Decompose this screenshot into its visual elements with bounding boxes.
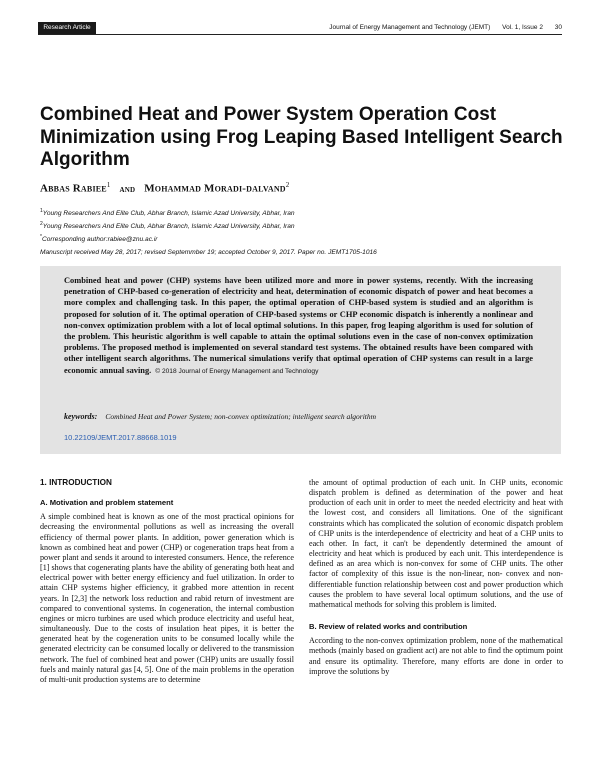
left-column	[40, 478, 294, 685]
article-type-tag: Research Article	[38, 22, 96, 34]
body-paragraph: the amount of optimal production of each unit. In CHP units, economic dispatch problem is defined as determination of the power and heat production of each unit in order to meet the needed electricity and heat with the lowest cost, and considers all limitations. One of the significant constraints which has complicated the solution of economic dispatch problem of CHP units is the interdependence of electricity and heat of a CHP units to each other. In fact, it can't be dependently determined the amount of electricity and heat which is produced by each unit. This interdependence is defined as an area which is non-convex for some of CHP units. The other factor of complexity of this issue is the non-linear, non- convex and non-differentiable function relationship between cost and power production which causes the problem to have several local optimum solutions, and the use of mathematical methods for solving this problem is limited.	[309, 478, 563, 609]
affiliation-2: $^2$Young Researchers And Elite Club, Abhar Branch, Islamic Azad University, Abhar, Iran	[40, 221, 295, 231]
abstract-text: Combined heat and power (CHP) systems have been utilized more and more in power systems, recently. With the increasing penetration of CHP-based co-generation of electricity and heat, determination of economic dispatch of power and heat becomes a more complex and challenging task. In this paper, the optimal operation of CHP-based system is studied and an algorithm is proposed for solution of it. The optimal operation of CHP-based systems or CHP economic dispatch is inherently a nonlinear and non-convex optimization problem with a lot of local optimal solutions. In this paper, frog leaping algorithm is used for solution of the problem. This heuristic algorithm is well capable to attain the optimal solutions even in the case of non-convex optimization problems. The proposed method is implemented on several standard test systems. The obtained results have been compared with other intelligent search algorithms. The numerical simulations verify that optimal operation of CHP systems can result in a large economic annual saving.	[64, 276, 533, 375]
copyright-notice: © 2018 Journal of Energy Management and Technology	[155, 367, 319, 375]
keywords-list: Combined Heat and Power System; non-convex optimization; intelligent search algorithm	[105, 412, 377, 421]
right-column	[309, 478, 563, 677]
author-2-affil-mark: 2	[285, 181, 290, 189]
abstract	[64, 275, 533, 377]
keywords-label: keywords:	[64, 412, 98, 421]
paper-title: Combined Heat and Power System Operation Cost Minimization using Frog Leaping Based Intelligent Search Algorithm	[40, 104, 563, 170]
running-header	[38, 22, 562, 35]
author-conjunction: and	[119, 184, 136, 195]
affiliation-1: $^1$Young Researchers And Elite Club, Abhar Branch, Islamic Azad University, Abhar, Iran	[40, 208, 295, 218]
journal-volume: Vol. 1, Issue 2	[502, 24, 543, 31]
body-paragraph: According to the non-convex optimization problem, none of the mathematical methods (mainly based on gradient act) are not able to find the optimum point and ensure its optimality. Therefore, many efforts are done in order to improve the solutions by	[309, 636, 563, 676]
subsection-heading-review: B. Review of related works and contribution	[309, 622, 468, 632]
subsection-heading-motivation: A. Motivation and problem statement	[40, 498, 174, 508]
keywords	[64, 412, 376, 421]
corresponding-author: *Corresponding author:rabiee@znu.ac.ir	[40, 234, 158, 244]
author-1-affil-mark: 1	[106, 181, 111, 189]
author-line	[40, 181, 289, 195]
doi-link[interactable]: 10.22109/JEMT.2017.88668.1019	[64, 433, 177, 442]
author-2: Mohammad Moradi-dalvand	[144, 182, 286, 195]
journal-name: Journal of Energy Management and Technology (JEMT)	[329, 24, 491, 31]
body-paragraph: A simple combined heat is known as one of the most practical opinions for decreasing the environmental pollutions as well as increasing the overall efficiency of thermal power plants. In addition, power generation which is known as combined heat and power (CHP) or cogeneration traps heat from a power plant and sends it around to interested consumers. Hence, the reference [1] shows that cogenerating plants have the ability of generating both heat and electrical power with better energy efficiency and fuel utilization. In order to attain CHP systems higher efficiency, it grabbed more attention in recent years. In [2,3] the network loss reduction and rabid return of investment are compared to conventional systems. In cogeneration, the internal combustion engines or micro turbines are used which produce electricity and useful heat, simultaneously. Due to the costs of insulation heat pipes, it is better the generated heat by the cogeneration units to be consumed locally while the generated electricity can be consumed locally or delivered to the transmission network. The fuel of combined heat and power (CHP) units are usually fossil fuels and mainly natural gas [4, 5]. One of the main problems in the operation of multi-unit production systems are to determine	[40, 512, 294, 684]
author-1: Abbas Rabiee	[40, 182, 107, 195]
manuscript-history: Manuscript received May 28, 2017; revised Septemmber 19; accepted October 9, 2017. Paper no. JEMT1705-1016	[40, 249, 377, 256]
page-number: 30	[554, 24, 562, 31]
journal-info	[319, 22, 562, 34]
section-heading-introduction: 1. INTRODUCTION	[40, 478, 112, 487]
affiliations	[40, 206, 295, 246]
